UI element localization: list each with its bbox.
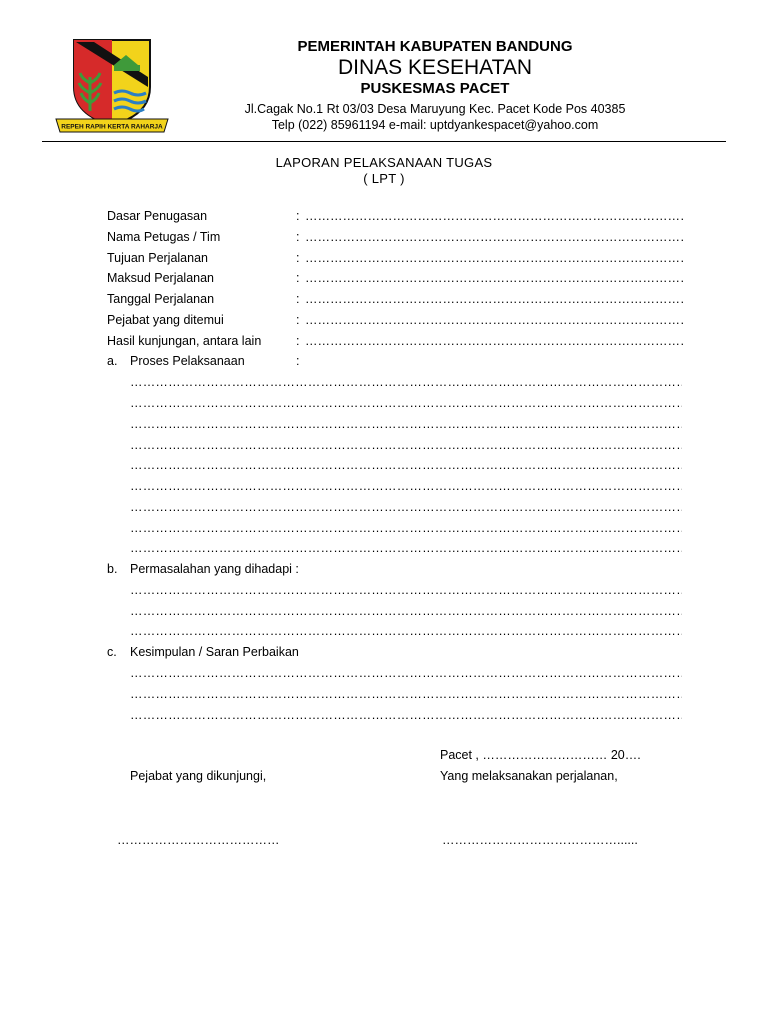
fill-line[interactable] <box>130 395 682 411</box>
fill-line[interactable] <box>130 437 682 453</box>
field-label: Nama Petugas / Tim <box>107 230 221 244</box>
field-colon: : <box>296 251 300 265</box>
fill-line[interactable] <box>130 416 682 432</box>
fill-line[interactable] <box>305 333 683 349</box>
fill-line[interactable] <box>130 603 682 619</box>
title-abbr: ( LPT ) <box>363 171 405 186</box>
fill-line[interactable] <box>130 478 682 494</box>
department-name: DINAS KESEHATAN <box>337 56 533 79</box>
fill-line[interactable] <box>130 665 682 681</box>
fill-line[interactable] <box>130 686 682 702</box>
fill-line[interactable] <box>305 291 683 307</box>
fill-line[interactable] <box>130 707 682 723</box>
fill-line[interactable] <box>305 250 683 266</box>
header-divider <box>42 141 726 142</box>
section-marker: a. <box>107 354 118 368</box>
field-colon: : <box>296 230 300 244</box>
field-colon: : <box>296 354 300 368</box>
section-label: Proses Pelaksanaan <box>130 354 245 368</box>
official-visited-title: Pejabat yang dikunjungi, <box>130 769 267 783</box>
section-label: Permasalahan yang dihadapi : <box>130 562 299 576</box>
field-colon: : <box>296 209 300 223</box>
fill-line[interactable] <box>305 208 683 224</box>
field-label: Maksud Perjalanan <box>107 271 215 285</box>
section-label: Kesimpulan / Saran Perbaikan <box>130 645 299 659</box>
fill-line[interactable] <box>130 582 682 598</box>
fill-line[interactable] <box>130 520 682 536</box>
fill-line[interactable] <box>305 312 683 328</box>
section-marker: c. <box>107 645 117 659</box>
letterhead <box>200 38 670 133</box>
regency-logo <box>54 37 170 133</box>
section-marker: b. <box>107 562 118 576</box>
traveler-title: Yang melaksanakan perjalanan, <box>440 769 618 783</box>
field-label: Tanggal Perjalanan <box>107 292 215 306</box>
field-colon: : <box>296 313 300 327</box>
field-label: Tujuan Perjalanan <box>107 251 208 265</box>
traveler-signature-line[interactable]: ……………………………………...... <box>442 833 638 847</box>
field-label: Hasil kunjungan, antara lain <box>107 334 262 348</box>
title-main: LAPORAN PELAKSANAAN TUGAS <box>275 155 493 170</box>
place-date: Pacet , ………………………… 20…. <box>440 748 641 762</box>
field-colon: : <box>296 271 300 285</box>
address: Jl.Cagak No.1 Rt 03/03 Desa Maruyung Kec. Pacet Kode Pos 40385 <box>244 102 626 116</box>
fill-line[interactable] <box>130 457 682 473</box>
fill-line[interactable] <box>130 540 682 556</box>
field-colon: : <box>296 292 300 306</box>
field-colon: : <box>296 334 300 348</box>
fill-line[interactable] <box>305 270 683 286</box>
puskesmas-name: PUSKESMAS PACET <box>360 80 510 97</box>
logo-motto: REPEH RAPIH KERTA RAHARJA <box>61 123 163 131</box>
document-title <box>200 155 568 187</box>
contact-info: Telp (022) 85961194 e-mail: uptdyankespacet@yahoo.com <box>271 118 599 132</box>
bandung-regency-emblem-icon <box>54 37 170 133</box>
fill-line[interactable] <box>130 623 682 639</box>
fill-line[interactable] <box>305 229 683 245</box>
fill-line[interactable] <box>130 374 682 390</box>
field-label: Pejabat yang ditemui <box>107 313 224 327</box>
fill-line[interactable] <box>130 499 682 515</box>
field-label: Dasar Penugasan <box>107 209 208 223</box>
government-name: PEMERINTAH KABUPATEN BANDUNG <box>297 38 573 55</box>
official-signature-line[interactable]: ………………………………… <box>117 833 280 847</box>
